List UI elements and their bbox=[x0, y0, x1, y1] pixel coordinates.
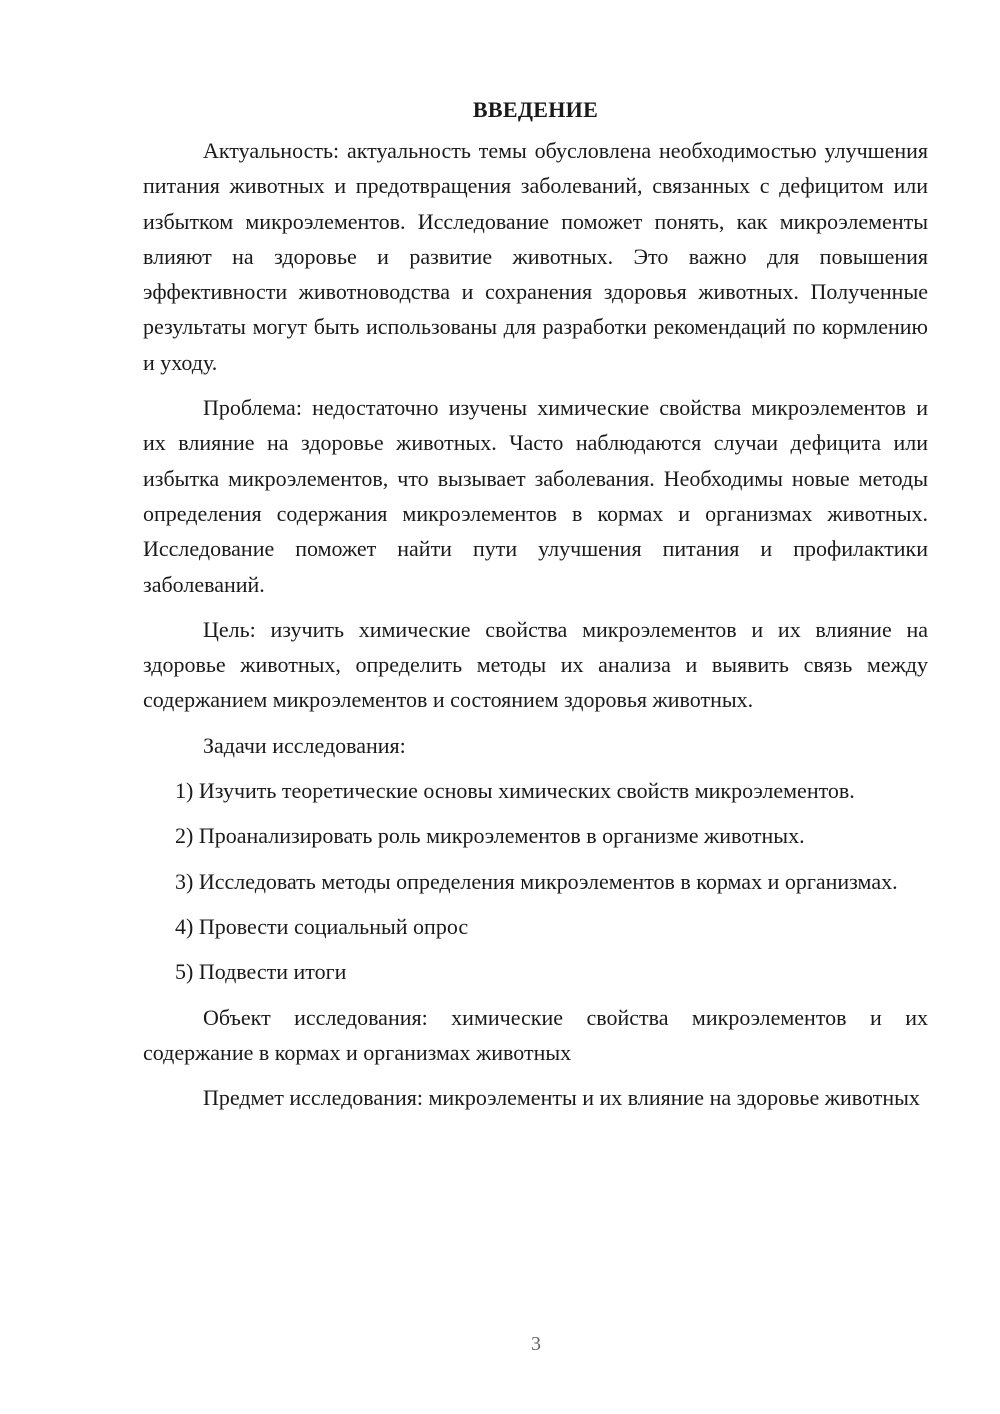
paragraph-relevance: Актуальность: актуальность темы обусловлена необходимостью улучшения питания животных и предотвращения заболеваний, связанных с дефицитом или избытком микроэлементов. Исследование поможет понять, как микроэлементы влияют на здоровье и развитие животных. Это важно для повышения эффективности животноводства и сохранения здоровья животных. Полученные результаты могут быть использованы для разработки рекомендаций по кормлению и уходу. bbox=[143, 138, 928, 375]
tasks-title: Задачи исследования: bbox=[203, 732, 406, 758]
task-item: 3) Исследовать методы определения микроэлементов в кормах и организмах. bbox=[175, 868, 898, 894]
paragraph-object: Объект исследования: химические свойства микроэлементов и их содержание в кормах и организмах животных bbox=[143, 1004, 928, 1065]
paragraph-goal: Цель: изучить химические свойства микроэлементов и их влияние на здоровье животных, определить методы их анализа и выявить связь между содержанием микроэлементов и состоянием здоровья животных. bbox=[143, 616, 928, 713]
document-body bbox=[143, 92, 928, 1125]
task-item: 1) Изучить теоретические основы химических свойств микроэлементов. bbox=[175, 778, 855, 804]
task-item: 5) Подвести итоги bbox=[175, 959, 347, 985]
paragraph-subject: Предмет исследования: микроэлементы и их влияние на здоровье животных bbox=[203, 1085, 920, 1111]
page-number: 3 bbox=[531, 1333, 541, 1355]
task-item: 2) Проанализировать роль микроэлементов в организме животных. bbox=[175, 823, 805, 849]
task-item: 4) Провести социальный опрос bbox=[175, 913, 469, 939]
section-heading: ВВЕДЕНИЕ bbox=[472, 97, 599, 122]
paragraph-problem: Проблема: недостаточно изучены химические свойства микроэлементов и их влияние на здоровье животных. Часто наблюдаются случаи дефицита или избытка микроэлементов, что вызывает заболевания. Необходимы новые методы определения содержания микроэлементов в кормах и организмах животных. Исследование поможет найти пути улучшения питания и профилактики заболеваний. bbox=[143, 395, 928, 597]
